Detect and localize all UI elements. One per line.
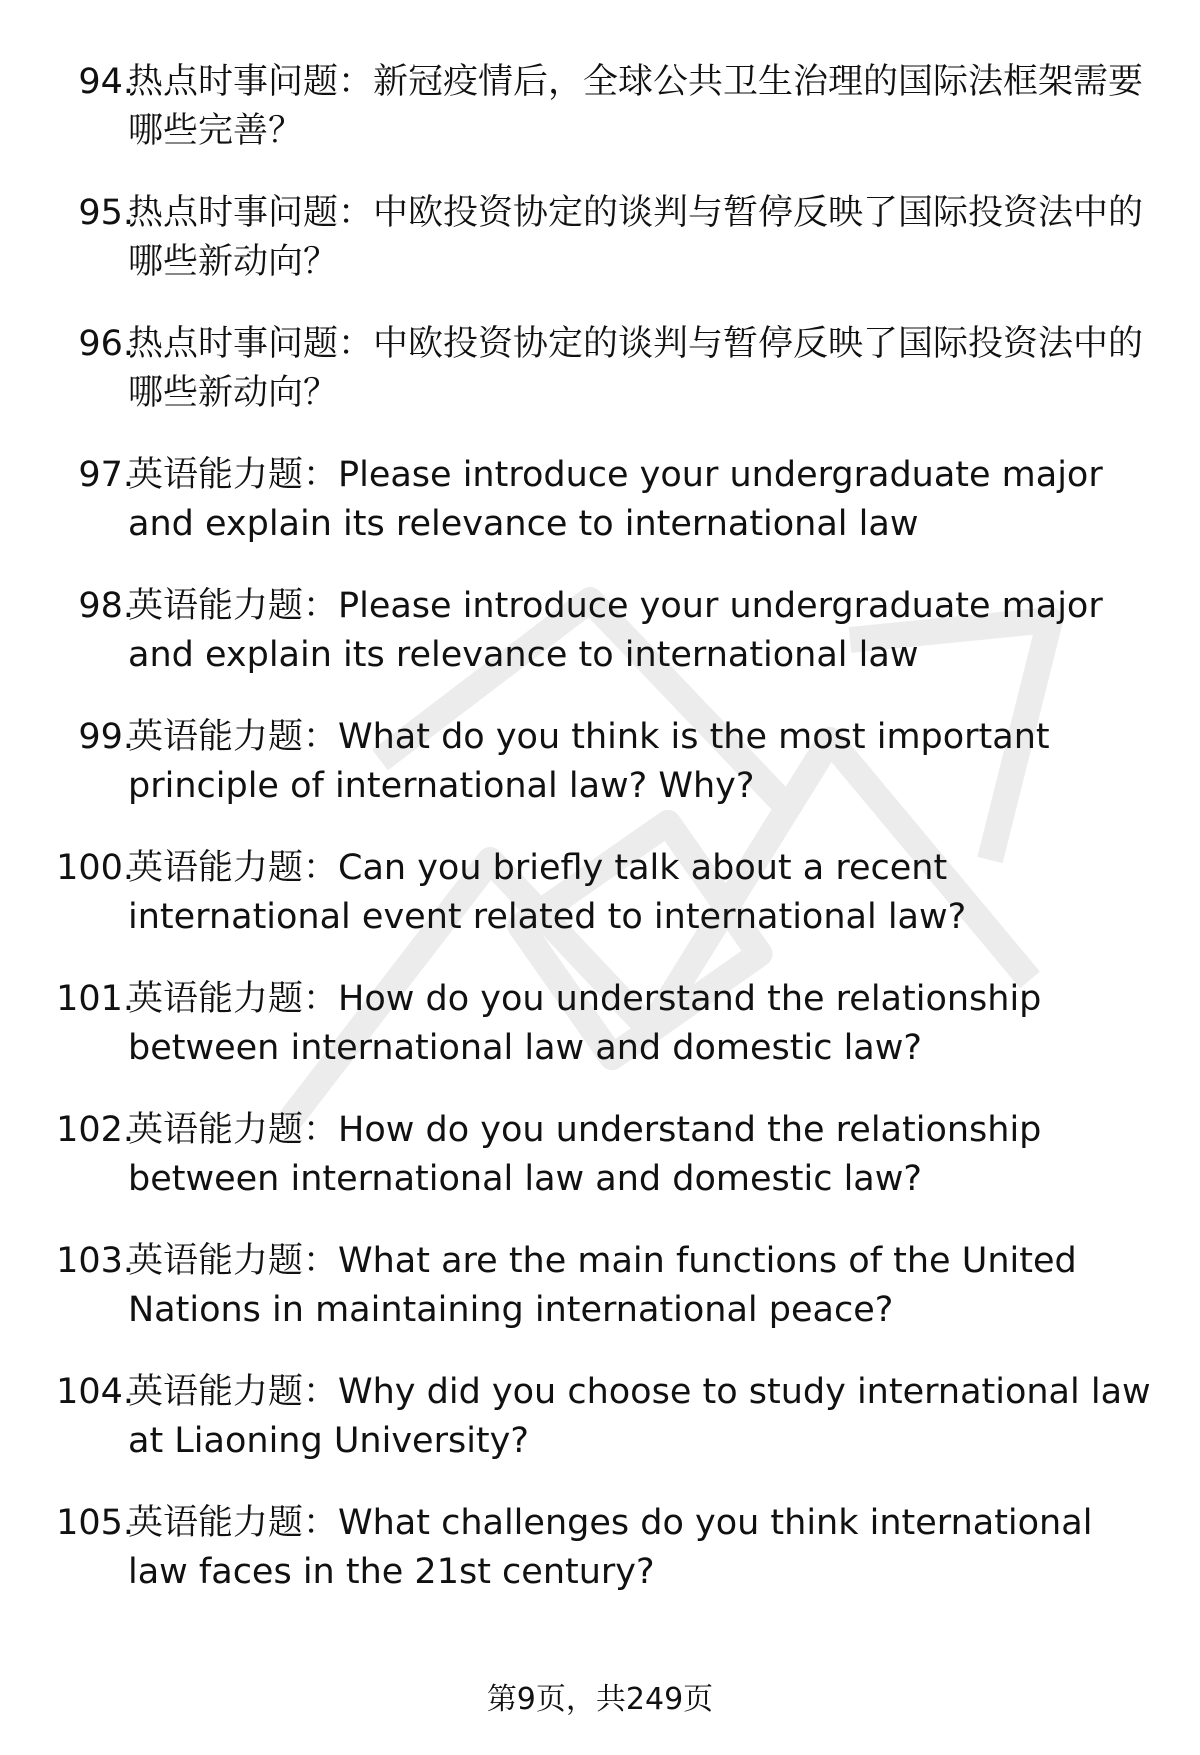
question-number: 103. — [56, 1241, 134, 1281]
question-item — [0, 58, 1200, 189]
question-number: 97. — [78, 455, 134, 495]
question-text: 英语能力题：What do you think is the most important principle of international law? Why? — [128, 717, 1050, 806]
question-item — [0, 1499, 1200, 1630]
question-item — [0, 713, 1200, 844]
question-text: 英语能力题：Please introduce your undergraduate major and explain its relevance to international law — [128, 586, 1103, 675]
question-number: 98. — [78, 586, 134, 626]
question-text: 热点时事问题：中欧投资协定的谈判与暂停反映了国际投资法中的哪些新动向？ — [128, 193, 1144, 282]
page-footer: 第9页，共249页 — [486, 1682, 714, 1717]
question-item — [0, 582, 1200, 713]
question-text: 英语能力题：What challenges do you think international law faces in the 21st century? — [128, 1503, 1093, 1592]
question-number: 100. — [56, 848, 134, 888]
question-item — [0, 975, 1200, 1106]
question-number: 102. — [56, 1110, 134, 1150]
question-text: 英语能力题：Please introduce your undergraduate major and explain its relevance to international law — [128, 455, 1103, 544]
question-number: 96. — [78, 324, 134, 364]
question-item — [0, 189, 1200, 320]
question-text: 英语能力题：Can you briefly talk about a recent international event related to international law? — [128, 848, 967, 937]
question-number: 105. — [56, 1503, 134, 1543]
question-text: 英语能力题：How do you understand the relationship between international law and domestic law? — [128, 1110, 1042, 1199]
question-item — [0, 1368, 1200, 1499]
question-list — [0, 58, 1200, 1630]
question-item — [0, 844, 1200, 975]
question-number: 95. — [78, 193, 134, 233]
question-number: 94. — [78, 62, 134, 102]
question-item — [0, 1106, 1200, 1237]
question-number: 104. — [56, 1372, 134, 1412]
question-text: 热点时事问题：新冠疫情后，全球公共卫生治理的国际法框架需要哪些完善？ — [128, 62, 1144, 151]
question-text: 英语能力题：How do you understand the relationship between international law and domestic law? — [128, 979, 1042, 1068]
question-number: 101. — [56, 979, 134, 1019]
question-item — [0, 320, 1200, 451]
question-text: 英语能力题：What are the main functions of the United Nations in maintaining international peace? — [128, 1241, 1077, 1330]
question-text: 热点时事问题：中欧投资协定的谈判与暂停反映了国际投资法中的哪些新动向？ — [128, 324, 1144, 413]
question-text: 英语能力题：Why did you choose to study international law at Liaoning University? — [128, 1372, 1151, 1461]
question-item — [0, 1237, 1200, 1368]
question-item — [0, 451, 1200, 582]
question-number: 99. — [78, 717, 134, 757]
